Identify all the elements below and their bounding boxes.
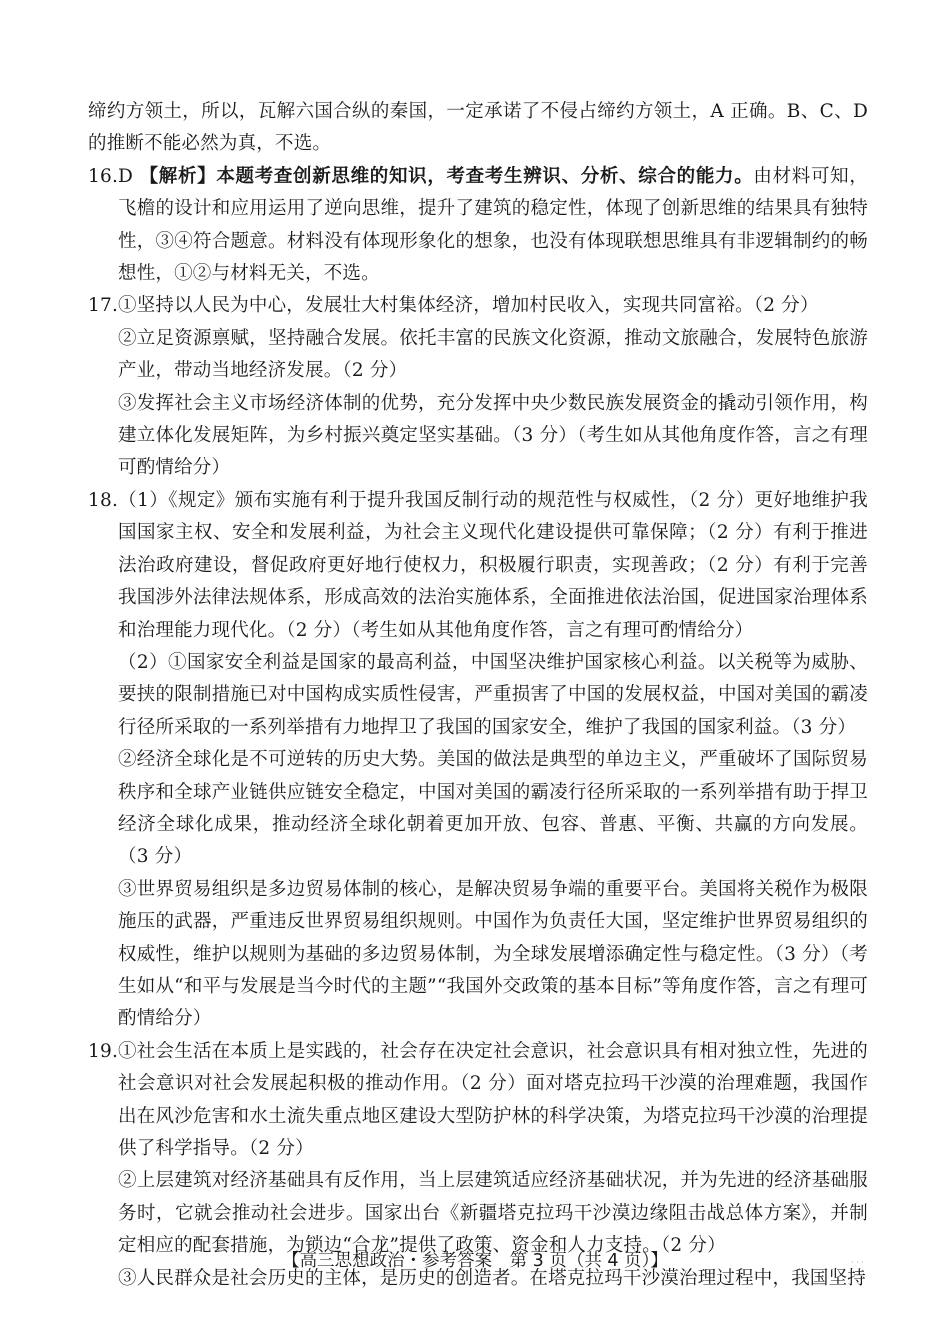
q16-number: 16. (88, 165, 119, 187)
q19-point-1 (88, 1036, 868, 1166)
q19-number: 19. (88, 1040, 119, 1062)
q18-part-1-text: （1）《规定》颁布实施有利于提升我国反制行动的规范性与权威性，（2 分）更好地维护我国国家主权、安全和发展利益，为社会主义现代化建设提供可靠保障；（2 分）有利于推进法治政府建设，督促政府更好地行使权力，积极履行职责，实现善政；（2 分）有利于完善我国涉外法律法规体系，形成高效的法治实施体系，全面推进依法治国，促进国家治理体系和治理能力现代化。（2 分）（考生如从其他角度作答，言之有理可酌情给分） (118, 489, 868, 641)
answer-content (88, 96, 868, 1295)
q18-part-2-point-3: ③世界贸易组织是多边贸易体制的核心，是解决贸易争端的重要平台。美国将关税作为极限施压的武器，严重违反世界贸易组织规则。中国作为负责任大国，坚定维护世界贸易组织的权威性，维护以规则为基础的多边贸易体制，为全球发展增添确定性与稳定性。（3 分）（考生如从“和平与发展是当今时代的主题”“我国外交政策的基本目标”等角度作答，言之有理可酌情给分） (118, 878, 868, 1030)
q17-point-1-text: ①坚持以人民为中心，发展壮大村集体经济，增加村民收入，实现共同富裕。（2 分） (118, 295, 819, 317)
q16-choice: D (118, 165, 140, 187)
q18-part-1 (88, 485, 868, 647)
q16-analysis-label: 【解析】本题考查创新思维的知识，考查考生辨识、分析、综合的能力。 (139, 165, 754, 187)
q19-point-2: ②上层建筑对经济基础具有反作用，当上层建筑适应经济基础状况，并为先进的经济基础服务时，它就会推动社会进步。国家出台《新疆塔克拉玛干沙漠边缘阻击战总体方案》，并制定相应的配套措施，为锁边“合龙”提供了政策、资金和人力支持。（2 分） (118, 1170, 868, 1257)
q17-point-2: ②立足资源禀赋，坚持融合发展。依托丰富的民族文化资源，推动文旅融合，发展特色旅游产业，带动当地经济发展。（2 分） (118, 327, 868, 382)
page-footer: 【高三思想政治・参考答案 第 3 页（共 4 页）】 (282, 1251, 668, 1271)
q19-point-1-text: ①社会生活在本质上是实践的，社会存在决定社会意识，社会意识具有相对独立性，先进的社会意识对社会发展起积极的推动作用。（2 分）面对塔克拉玛干沙漠的治理难题，我国作出在风沙危害和水土流失重点地区建设大型防护林的科学决策，为塔克拉玛干沙漠的治理提供了科学指导。（2 分） (118, 1040, 868, 1159)
q19-point-3: ③人民群众是社会历史的主体，是历史的创造者。在塔克拉玛干沙漠治理过程中，我国坚持 (118, 1267, 867, 1289)
q16-explanation: 由材料可知，飞檐的设计和应用运用了逆向思维，提升了建筑的稳定性，体现了创新思维的结果具有独特性，③④符合题意。材料没有体现形象化的想象，也没有体现联想思维具有非逻辑制约的畅想性，①②与材料无关，不选。 (118, 165, 869, 285)
q18-part-2-point-1: （2）①国家安全利益是国家的最高利益，中国坚决维护国家核心利益。以关税等为威胁、要挟的限制措施已对中国构成实质性侵害，严重损害了中国的发展权益，中国对美国的霸凌行径所采取的一系列举措有力地捍卫了我国的国家安全，维护了我国的国家利益。（3 分） (118, 651, 868, 738)
corner-mark: · · · (851, 1258, 864, 1267)
q17-number: 17. (88, 295, 119, 317)
q18-number: 18. (88, 489, 119, 511)
q18-part-2-point-2: ②经济全球化是不可逆转的历史大势。美国的做法是典型的单边主义，严重破坏了国际贸易秩序和全球产业链供应链安全稳定，中国对美国的霸凌行径所采取的一系列举措有助于捍卫经济全球化成果，推动经济全球化朝着更加开放、包容、普惠、平衡、共赢的方向发展。（3 分） (118, 749, 868, 868)
q17-point-1 (88, 290, 868, 322)
q15-continuation: 缔约方领土，所以，瓦解六国合纵的秦国，一定承诺了不侵占缔约方领土，A 正确。B、C、D 的推断不能必然为真，不选。 (88, 101, 868, 155)
q16-answer (88, 161, 868, 291)
q17-point-3: ③发挥社会主义市场经济体制的优势，充分发挥中央少数民族发展资金的撬动引领作用，构建立体化发展矩阵，为乡村振兴奠定坚实基础。（3 分）（考生如从其他角度作答，言之有理可酌情给分） (118, 392, 868, 479)
